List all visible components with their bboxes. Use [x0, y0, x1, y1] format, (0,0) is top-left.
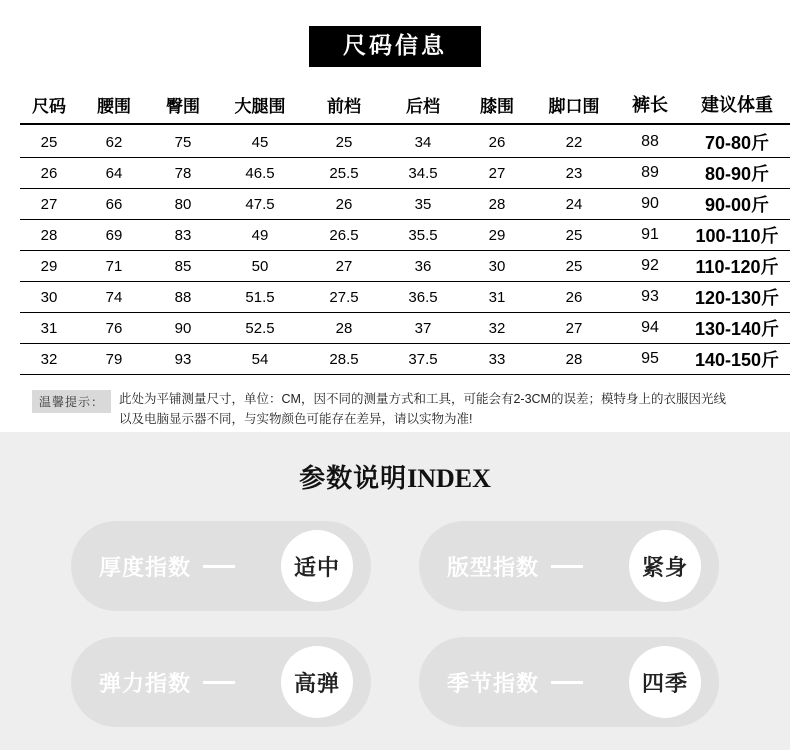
cell-size: 31	[20, 313, 78, 344]
cell-waist: 62	[78, 124, 150, 158]
cell-size: 30	[20, 282, 78, 313]
index-title-en: INDEX	[407, 464, 491, 493]
cell-hip: 90	[150, 313, 216, 344]
cell-knee: 33	[462, 344, 532, 375]
cell-waist: 74	[78, 282, 150, 313]
cell-size: 32	[20, 344, 78, 375]
cell-waist: 71	[78, 251, 150, 282]
cell-size: 26	[20, 158, 78, 189]
cell-front-rise: 28	[304, 313, 384, 344]
table-row	[20, 282, 790, 313]
cell-leg-opening: 22	[532, 124, 616, 158]
cell-hip: 93	[150, 344, 216, 375]
cell-front-rise: 26.5	[304, 220, 384, 251]
cell-front-rise: 25	[304, 124, 384, 158]
table-row	[20, 344, 790, 375]
table-row	[20, 158, 790, 189]
dash-icon	[203, 681, 235, 684]
cell-suggested-weight: 120-130斤	[684, 282, 790, 313]
cell-back-rise: 37.5	[384, 344, 462, 375]
index-card-label: 季节指数	[447, 670, 540, 696]
cell-pant-length: 93	[616, 282, 684, 313]
cell-knee: 30	[462, 251, 532, 282]
cell-front-rise: 27.5	[304, 282, 384, 313]
col-header-back-rise: 后档	[384, 85, 462, 124]
cell-leg-opening: 24	[532, 189, 616, 220]
size-table	[20, 85, 790, 375]
tip-badge: 温馨提示：	[32, 390, 111, 413]
cell-knee: 27	[462, 158, 532, 189]
cell-suggested-weight: 100-110斤	[684, 220, 790, 251]
cell-front-rise: 26	[304, 189, 384, 220]
cell-leg-opening: 25	[532, 251, 616, 282]
tip-line-2: 以及电脑显示器不同，与实物颜色可能存在差异，请以实物为准!	[119, 412, 473, 427]
cell-front-rise: 27	[304, 251, 384, 282]
table-row	[20, 124, 790, 158]
cell-hip: 78	[150, 158, 216, 189]
tip-line-1: 此处为平铺测量尺寸，单位：CM，因不同的测量方式和工具，可能会有2-3CM的误差；模特身上的衣服因光线	[119, 392, 726, 407]
table-header-row	[20, 85, 790, 124]
table-row	[20, 313, 790, 344]
cell-back-rise: 34.5	[384, 158, 462, 189]
col-header-waist: 腰围	[78, 85, 150, 124]
cell-front-rise: 28.5	[304, 344, 384, 375]
title-banner-container	[0, 0, 790, 67]
cell-knee: 32	[462, 313, 532, 344]
index-card-thickness	[71, 521, 371, 611]
page-title: 尺码信息	[309, 26, 481, 67]
index-card-label: 版型指数	[447, 554, 540, 580]
size-table-head	[20, 85, 790, 124]
cell-waist: 66	[78, 189, 150, 220]
cell-pant-length: 89	[616, 158, 684, 189]
cell-leg-opening: 26	[532, 282, 616, 313]
cell-size: 27	[20, 189, 78, 220]
index-card-value: 紧身	[629, 530, 701, 602]
cell-thigh: 46.5	[216, 158, 304, 189]
col-header-hip: 臀围	[150, 85, 216, 124]
index-card-label: 厚度指数	[99, 554, 192, 580]
col-header-pant-length: 裤长	[616, 85, 684, 124]
cell-suggested-weight: 70-80斤	[684, 124, 790, 158]
cell-thigh: 45	[216, 124, 304, 158]
cell-size: 29	[20, 251, 78, 282]
index-card-label: 弹力指数	[99, 670, 192, 696]
table-row	[20, 189, 790, 220]
cell-knee: 28	[462, 189, 532, 220]
index-card-value: 四季	[629, 646, 701, 718]
index-card-elasticity	[71, 637, 371, 727]
cell-leg-opening: 28	[532, 344, 616, 375]
cell-knee: 31	[462, 282, 532, 313]
index-title-cn: 参数说明	[299, 463, 408, 493]
index-card-season	[419, 637, 719, 727]
cell-waist: 76	[78, 313, 150, 344]
index-section	[0, 432, 790, 750]
cell-leg-opening: 27	[532, 313, 616, 344]
cell-pant-length: 91	[616, 220, 684, 251]
dash-icon	[551, 565, 583, 568]
cell-hip: 75	[150, 124, 216, 158]
cell-pant-length: 95	[616, 344, 684, 375]
cell-thigh: 49	[216, 220, 304, 251]
cell-back-rise: 34	[384, 124, 462, 158]
cell-leg-opening: 25	[532, 220, 616, 251]
cell-back-rise: 35.5	[384, 220, 462, 251]
cell-suggested-weight: 80-90斤	[684, 158, 790, 189]
table-row	[20, 220, 790, 251]
cell-thigh: 50	[216, 251, 304, 282]
cell-thigh: 54	[216, 344, 304, 375]
tip-row	[0, 375, 790, 429]
cell-knee: 29	[462, 220, 532, 251]
index-card-value: 适中	[281, 530, 353, 602]
col-header-size: 尺码	[20, 85, 78, 124]
size-table-container	[0, 67, 790, 375]
cell-back-rise: 36.5	[384, 282, 462, 313]
cell-pant-length: 88	[616, 124, 684, 158]
col-header-suggested-weight: 建议体重	[684, 85, 790, 124]
cell-hip: 80	[150, 189, 216, 220]
cell-hip: 85	[150, 251, 216, 282]
index-card-value: 高弹	[281, 646, 353, 718]
cell-back-rise: 37	[384, 313, 462, 344]
cell-suggested-weight: 90-00斤	[684, 189, 790, 220]
cell-hip: 88	[150, 282, 216, 313]
cell-back-rise: 36	[384, 251, 462, 282]
index-card-fit	[419, 521, 719, 611]
cell-waist: 64	[78, 158, 150, 189]
col-header-thigh: 大腿围	[216, 85, 304, 124]
col-header-leg-opening: 脚口围	[532, 85, 616, 124]
cell-suggested-weight: 110-120斤	[684, 251, 790, 282]
size-table-body	[20, 124, 790, 375]
dash-icon	[551, 681, 583, 684]
table-row	[20, 251, 790, 282]
cell-size: 28	[20, 220, 78, 251]
cell-pant-length: 92	[616, 251, 684, 282]
cell-leg-opening: 23	[532, 158, 616, 189]
cell-suggested-weight: 130-140斤	[684, 313, 790, 344]
index-section-title	[0, 432, 790, 495]
cell-knee: 26	[462, 124, 532, 158]
cell-hip: 83	[150, 220, 216, 251]
col-header-front-rise: 前档	[304, 85, 384, 124]
dash-icon	[203, 565, 235, 568]
cell-waist: 79	[78, 344, 150, 375]
cell-thigh: 47.5	[216, 189, 304, 220]
tip-text	[119, 389, 726, 429]
cell-size: 25	[20, 124, 78, 158]
cell-thigh: 51.5	[216, 282, 304, 313]
cell-waist: 69	[78, 220, 150, 251]
index-card-grid	[0, 495, 790, 727]
cell-front-rise: 25.5	[304, 158, 384, 189]
cell-back-rise: 35	[384, 189, 462, 220]
cell-pant-length: 94	[616, 313, 684, 344]
col-header-knee: 膝围	[462, 85, 532, 124]
cell-thigh: 52.5	[216, 313, 304, 344]
cell-suggested-weight: 140-150斤	[684, 344, 790, 375]
cell-pant-length: 90	[616, 189, 684, 220]
